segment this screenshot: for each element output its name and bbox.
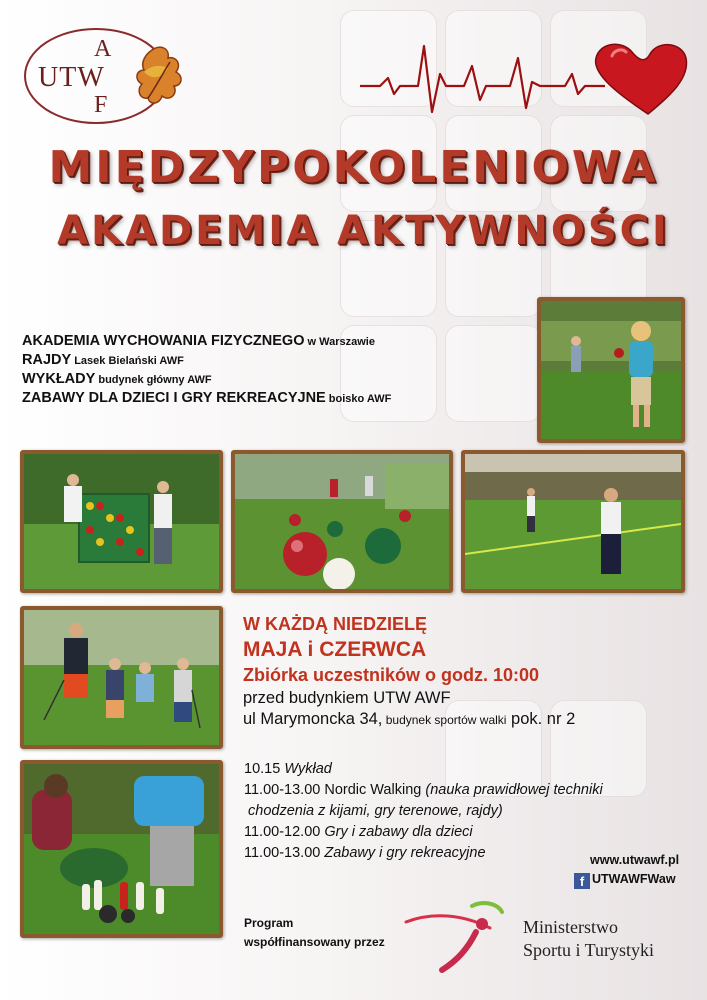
schedule-time: 11.00-13.00 (244, 845, 325, 861)
cofinancing-note (244, 916, 385, 954)
photo-skittles-game (20, 760, 223, 938)
photo-bocce-balls (231, 450, 453, 593)
schedule-item (244, 824, 664, 845)
logo-letter-f: F (94, 92, 108, 118)
facebook-icon: f (574, 873, 590, 889)
schedule-note: (nauka prawidłowej techniki (425, 782, 603, 798)
venue-item-detail: boisko AWF (325, 393, 392, 405)
venue-item (22, 352, 512, 371)
photo-connect-four-game (20, 450, 223, 593)
address-building: budynek sportów walki (382, 713, 507, 727)
event-info (243, 614, 703, 731)
venue-item-main: WYKŁADY (22, 371, 96, 387)
photo-badminton-players (461, 450, 685, 593)
event-meeting-time: Zbiórka uczestników o godz. 10:00 (243, 665, 540, 685)
logo-letter-a: A (94, 36, 112, 62)
venue-list (22, 333, 512, 409)
schedule-note: chodzenia z kijami, gry terenowe, rajdy) (248, 803, 503, 819)
venue-item-detail: Lasek Bielański AWF (71, 355, 184, 367)
venue-item-detail: w Warszawie (304, 336, 375, 348)
schedule-time: 11.00-12.00 (244, 824, 325, 840)
ministry-logo-icon (402, 898, 514, 978)
ministry-name (523, 916, 654, 962)
venue-item-detail: budynek główny AWF (95, 374, 212, 386)
ministry-line-2: Sportu i Turystyki (523, 940, 655, 960)
ministry-line-1: Ministerstwo (523, 917, 619, 937)
photo-child-with-ball (537, 297, 685, 443)
oak-leaf-icon (130, 42, 186, 112)
facebook-handle: UTWAWFWaw (592, 872, 676, 886)
address-street: ul Marymoncka 34, (243, 710, 383, 728)
schedule-item (244, 782, 664, 803)
heart-icon (596, 44, 687, 114)
schedule-activity: Wykład (284, 761, 332, 777)
schedule-activity: Zabawy i gry rekreacyjne (324, 845, 486, 861)
utw-awf-logo[interactable] (24, 28, 168, 124)
event-day: W KAŻDĄ NIEDZIELĘ (243, 614, 427, 634)
venue-item (22, 333, 512, 352)
schedule-time: 11.00-13.00 (244, 782, 325, 798)
photo-nordic-walking-group (20, 606, 223, 749)
schedule-activity: Gry i zabawy dla dzieci (324, 824, 473, 840)
venue-item (22, 371, 512, 390)
venue-item-main: AKADEMIA WYCHOWANIA FIZYCZNEGO (22, 333, 305, 349)
logo-text-utw: UTW (38, 62, 105, 93)
program-label: Program (244, 916, 294, 930)
schedule-item (244, 803, 664, 824)
event-meeting-place: przed budynkiem UTW AWF (243, 689, 451, 707)
schedule-time: 10.15 (244, 761, 285, 777)
cofinanced-label: współfinansowany przez (244, 935, 385, 949)
venue-item-main: RAJDY (22, 352, 72, 368)
schedule-list (244, 761, 664, 866)
schedule-activity: Nordic Walking (324, 782, 426, 798)
heartbeat-line-icon (360, 38, 690, 118)
website-link[interactable]: www.utwawf.pl (590, 853, 680, 867)
schedule-item (244, 761, 664, 782)
event-months: MAJA i CZERWCA (243, 638, 427, 661)
venue-item (22, 390, 512, 409)
title-line-2: AKADEMIA AKTYWNOŚCI (57, 208, 670, 254)
address-room: pok. nr 2 (506, 710, 576, 728)
facebook-link[interactable] (574, 872, 676, 889)
event-address (243, 710, 703, 731)
title-line-1: MIĘDZYPOKOLENIOWA (48, 142, 659, 193)
venue-item-main: ZABAWY DLA DZIECI I GRY REKREACYJNE (22, 390, 326, 406)
